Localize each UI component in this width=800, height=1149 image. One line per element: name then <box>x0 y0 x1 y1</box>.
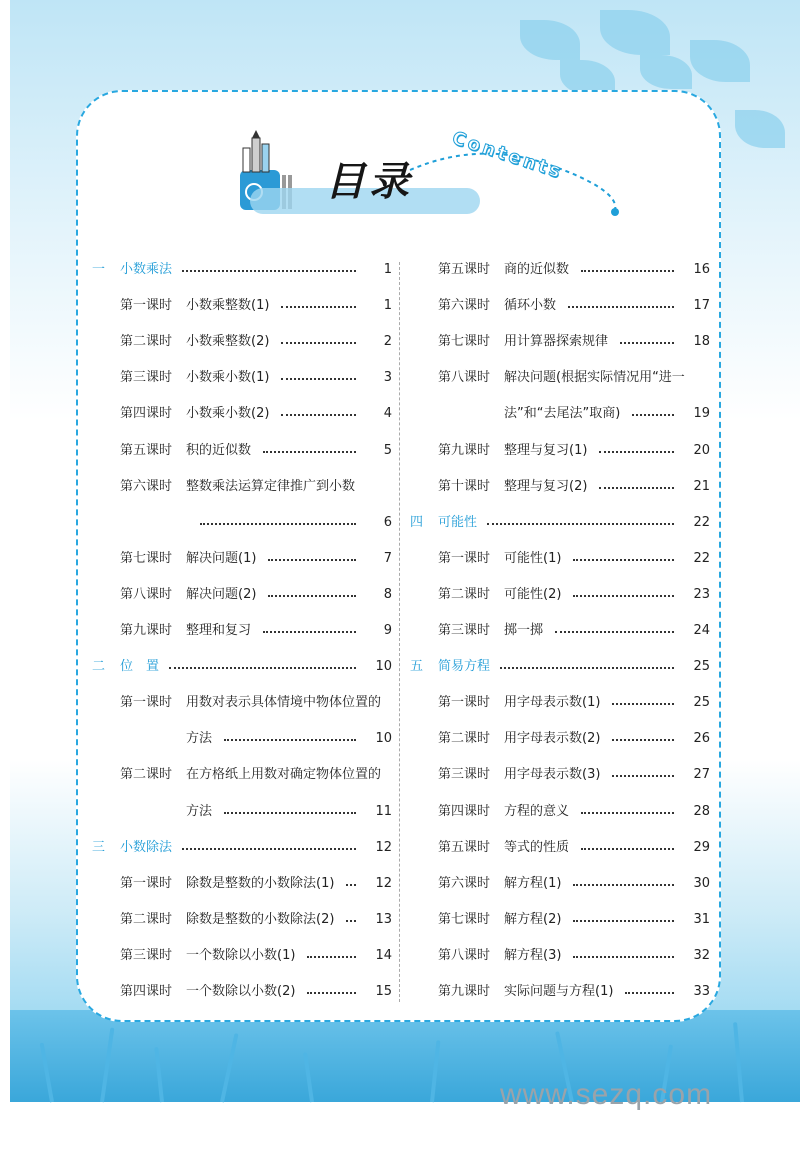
lesson-label: 第三课时 <box>438 767 491 783</box>
lesson-topic: 积的近似数 <box>186 442 252 458</box>
toc-lesson-row[interactable] <box>92 685 392 721</box>
page-number: 27 <box>693 767 710 783</box>
toc-unit-row[interactable] <box>410 649 710 685</box>
lesson-topic: 解方程(2) <box>504 911 562 927</box>
page-number: 12 <box>375 839 392 855</box>
toc-lesson-row[interactable] <box>92 902 392 938</box>
toc-lesson-row[interactable] <box>92 433 392 469</box>
page-number: 12 <box>375 875 392 891</box>
unit-number: 三 <box>92 839 106 855</box>
lesson-label: 第二课时 <box>438 586 491 602</box>
lesson-label: 第二课时 <box>120 767 173 783</box>
lesson-topic: 一个数除以小数(1) <box>186 947 296 963</box>
page-number: 4 <box>383 406 392 422</box>
lesson-label: 第二课时 <box>438 731 491 747</box>
toc-lesson-row[interactable] <box>92 577 392 613</box>
lesson-label: 第五课时 <box>438 839 491 855</box>
lesson-topic: 解决问题(1) <box>186 550 257 566</box>
lesson-label: 第一课时 <box>438 550 491 566</box>
toc-lesson-row[interactable] <box>410 541 710 577</box>
lesson-topic: 解决问题(2) <box>186 586 257 602</box>
toc-lesson-row[interactable] <box>92 505 392 541</box>
lesson-topic: 解决问题(根据实际情况用“进一 <box>504 370 685 386</box>
page-number: 10 <box>375 731 392 747</box>
page-number: 6 <box>383 514 392 530</box>
unit-name: 小数除法 <box>120 839 173 855</box>
page-number: 9 <box>383 623 392 638</box>
page-number: 29 <box>693 839 710 855</box>
leader-dots <box>200 523 356 525</box>
toc-lesson-row[interactable] <box>92 469 392 505</box>
lesson-topic: 等式的性质 <box>504 839 570 855</box>
page-number: 25 <box>693 659 710 675</box>
leader-dots <box>263 631 356 633</box>
lesson-label: 第三课时 <box>120 947 173 963</box>
toc-lesson-row[interactable] <box>410 902 710 938</box>
page-number: 19 <box>693 406 710 422</box>
lesson-topic: 解方程(1) <box>504 875 562 891</box>
page-number: 5 <box>383 442 392 458</box>
leader-dots <box>281 378 356 380</box>
lesson-label: 第七课时 <box>438 334 491 350</box>
page-number: 13 <box>375 911 392 927</box>
lesson-topic: 一个数除以小数(2) <box>186 984 296 999</box>
page-number: 30 <box>693 875 710 891</box>
leader-dots <box>268 559 356 561</box>
leader-dots <box>581 270 674 272</box>
lesson-label: 第一课时 <box>438 695 491 711</box>
unit-number: 二 <box>92 659 106 675</box>
lesson-topic: 商的近似数 <box>504 262 570 277</box>
leader-dots <box>346 920 356 922</box>
lesson-label: 第五课时 <box>438 262 491 277</box>
lesson-topic: 整理与复习(2) <box>504 478 588 494</box>
page-number: 16 <box>693 262 710 277</box>
leader-dots <box>625 992 674 994</box>
leader-dots <box>620 342 674 344</box>
lesson-topic: 整理和复习 <box>186 623 252 638</box>
toc-unit-row[interactable] <box>92 252 392 288</box>
page-number: 10 <box>375 659 392 675</box>
page-number: 23 <box>693 586 710 602</box>
leader-dots <box>307 956 356 958</box>
toc-lesson-row[interactable] <box>92 360 392 396</box>
lesson-topic: 可能性(1) <box>504 550 562 566</box>
leader-dots <box>581 848 674 850</box>
leader-dots <box>346 884 356 886</box>
unit-name: 位 置 <box>120 659 160 675</box>
page-number: 1 <box>383 262 392 277</box>
toc-lesson-row[interactable] <box>92 324 392 360</box>
leader-dots <box>612 775 674 777</box>
toc-lesson-row[interactable] <box>410 577 710 613</box>
lesson-topic: 用字母表示数(3) <box>504 767 601 783</box>
lesson-topic: 整理与复习(1) <box>504 442 588 458</box>
toc-lesson-row[interactable] <box>410 830 710 866</box>
lesson-label: 第六课时 <box>120 478 173 494</box>
lesson-label: 第三课时 <box>120 370 173 386</box>
toc-lesson-row[interactable] <box>410 469 710 505</box>
toc-unit-row[interactable] <box>92 649 392 685</box>
toc-lesson-row[interactable] <box>410 324 710 360</box>
lesson-label: 第一课时 <box>120 298 173 314</box>
page-number: 7 <box>383 550 392 566</box>
toc-lesson-row[interactable] <box>92 974 392 1010</box>
lesson-label: 第三课时 <box>438 623 491 638</box>
lesson-topic: 整数乘法运算定律推广到小数 <box>186 478 356 494</box>
lesson-topic: 可能性(2) <box>504 586 562 602</box>
lesson-topic: 小数乘整数(1) <box>186 298 270 314</box>
contents-word: Contents <box>449 127 566 184</box>
unit-number: 四 <box>410 514 424 530</box>
leader-dots <box>599 451 674 453</box>
lesson-topic: 除数是整数的小数除法(1) <box>186 875 335 891</box>
watermark: www.sezq.com <box>500 1078 713 1111</box>
lesson-topic: 小数乘小数(1) <box>186 370 270 386</box>
toc-lesson-row[interactable] <box>410 866 710 902</box>
page-number: 22 <box>693 550 710 566</box>
toc-lesson-row[interactable] <box>92 938 392 974</box>
toc-lesson-row[interactable] <box>410 685 710 721</box>
page-number: 21 <box>693 478 710 494</box>
toc-lesson-row[interactable] <box>92 541 392 577</box>
leader-dots <box>307 992 356 994</box>
toc-lesson-row[interactable] <box>410 396 710 432</box>
page-number: 1 <box>383 298 392 314</box>
leader-dots <box>224 739 356 741</box>
unit-number: 五 <box>410 659 424 675</box>
lesson-topic: 用数对表示具体情境中物体位置的 <box>186 695 382 711</box>
page-number: 18 <box>693 334 710 350</box>
lesson-topic: 方法 <box>186 731 213 747</box>
toc-lesson-row[interactable] <box>410 721 710 757</box>
page-number: 33 <box>693 984 710 999</box>
lesson-label: 第一课时 <box>120 875 173 891</box>
lesson-label: 第九课时 <box>438 442 491 458</box>
lesson-label: 第二课时 <box>120 334 173 350</box>
leader-dots <box>573 884 674 886</box>
lesson-label: 第九课时 <box>120 623 173 638</box>
leader-dots <box>263 451 356 453</box>
lesson-label: 第六课时 <box>438 298 491 314</box>
leader-dots <box>268 595 356 597</box>
page-title: 目录 <box>325 159 413 205</box>
unit-name: 小数乘法 <box>120 262 173 277</box>
toc-unit-row[interactable] <box>410 505 710 541</box>
page-number: 17 <box>693 298 710 314</box>
page-number: 14 <box>375 947 392 963</box>
leader-dots <box>612 739 674 741</box>
lesson-topic: 掷一掷 <box>504 623 544 638</box>
leader-dots <box>169 667 356 669</box>
toc-lesson-row[interactable] <box>410 794 710 830</box>
leader-dots <box>224 812 356 814</box>
toc-lesson-row[interactable] <box>410 613 710 649</box>
leader-dots <box>568 306 674 308</box>
toc-lesson-row[interactable] <box>92 396 392 432</box>
toc-lesson-row[interactable] <box>410 757 710 793</box>
lesson-label: 第四课时 <box>438 803 491 819</box>
leader-dots <box>500 667 674 669</box>
lesson-label: 第十课时 <box>438 478 491 494</box>
page-number: 24 <box>693 623 710 638</box>
lesson-label: 第九课时 <box>438 984 491 999</box>
lesson-topic: 用字母表示数(1) <box>504 695 601 711</box>
page-number: 25 <box>693 695 710 711</box>
unit-name: 简易方程 <box>438 659 491 675</box>
toc-lesson-row[interactable] <box>92 721 392 757</box>
lesson-topic: 解方程(3) <box>504 947 562 963</box>
page-number: 20 <box>693 442 710 458</box>
toc-lesson-row[interactable] <box>92 866 392 902</box>
leader-dots <box>487 523 674 525</box>
leader-dots <box>281 414 356 416</box>
page-number: 8 <box>383 586 392 602</box>
lesson-topic: 循环小数 <box>504 298 557 314</box>
leader-dots <box>573 559 674 561</box>
lesson-topic: 用字母表示数(2) <box>504 731 601 747</box>
toc-lesson-row[interactable] <box>92 794 392 830</box>
leader-dots <box>281 306 356 308</box>
lesson-label: 第六课时 <box>438 875 491 891</box>
lesson-label: 第七课时 <box>120 550 173 566</box>
lesson-label: 第八课时 <box>120 586 173 602</box>
toc-lesson-row[interactable] <box>410 974 710 1010</box>
lesson-label: 第四课时 <box>120 406 173 422</box>
toc-lesson-row[interactable] <box>410 252 710 288</box>
leader-dots <box>581 812 674 814</box>
leader-dots <box>573 920 674 922</box>
leader-dots <box>612 703 674 705</box>
leader-dots <box>573 956 674 958</box>
toc-lesson-row[interactable] <box>92 613 392 649</box>
toc-lesson-row[interactable] <box>410 288 710 324</box>
leader-dots <box>632 414 674 416</box>
lesson-label: 第五课时 <box>120 442 173 458</box>
leader-dots <box>573 595 674 597</box>
toc-lesson-row[interactable] <box>410 433 710 469</box>
lesson-label: 第四课时 <box>120 984 173 999</box>
column-divider <box>399 262 400 1002</box>
page-number: 15 <box>375 984 392 999</box>
lesson-topic: 方程的意义 <box>504 803 570 819</box>
lesson-topic: 方法 <box>186 803 213 819</box>
lesson-topic: 法”和“去尾法”取商) <box>504 406 621 422</box>
leader-dots <box>182 848 356 850</box>
toc-lesson-row[interactable] <box>92 757 392 793</box>
page-number: 11 <box>375 803 392 819</box>
lesson-topic: 小数乘整数(2) <box>186 334 270 350</box>
toc-lesson-row[interactable] <box>410 360 710 396</box>
toc-header <box>230 127 630 230</box>
page-number: 22 <box>693 514 710 530</box>
leader-dots <box>599 487 674 489</box>
leader-dots <box>555 631 674 633</box>
leader-dots <box>281 342 356 344</box>
unit-number: 一 <box>92 262 106 277</box>
page-number: 28 <box>693 803 710 819</box>
lesson-topic: 除数是整数的小数除法(2) <box>186 911 335 927</box>
toc-unit-row[interactable] <box>92 830 392 866</box>
lesson-label: 第八课时 <box>438 370 491 386</box>
lesson-topic: 用计算器探索规律 <box>504 334 609 350</box>
lesson-topic: 实际问题与方程(1) <box>504 984 614 999</box>
lesson-label: 第八课时 <box>438 947 491 963</box>
lesson-topic: 在方格纸上用数对确定物体位置的 <box>186 767 382 783</box>
page-number: 31 <box>693 911 710 927</box>
leader-dots <box>182 270 356 272</box>
toc-lesson-row[interactable] <box>92 288 392 324</box>
toc-lesson-row[interactable] <box>410 938 710 974</box>
lesson-label: 第一课时 <box>120 695 173 711</box>
unit-name: 可能性 <box>438 514 478 530</box>
lesson-label: 第二课时 <box>120 911 173 927</box>
lesson-topic: 小数乘小数(2) <box>186 406 270 422</box>
page-number: 3 <box>383 370 392 386</box>
lesson-label: 第七课时 <box>438 911 491 927</box>
page-number: 2 <box>383 334 392 350</box>
page-number: 32 <box>693 947 710 963</box>
page-number: 26 <box>693 731 710 747</box>
